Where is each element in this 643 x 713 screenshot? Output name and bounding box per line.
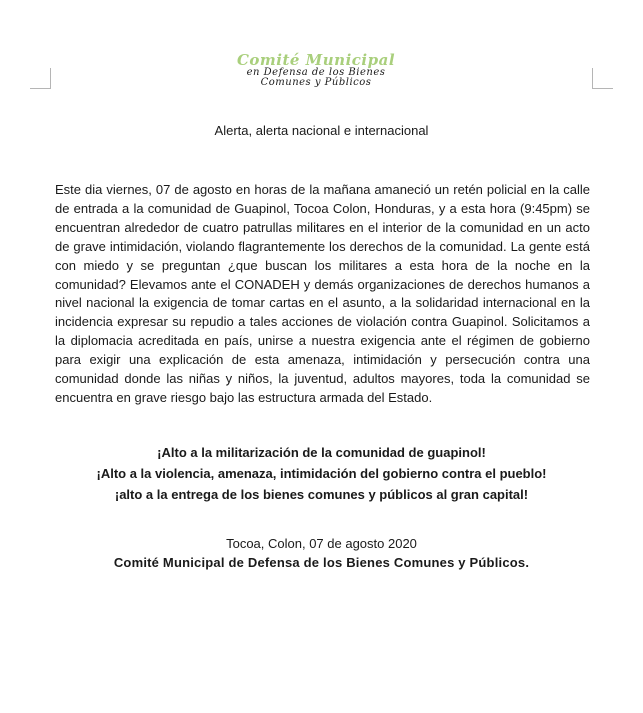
slogan-1: ¡Alto a la militarización de la comunidad de guapinol! — [157, 445, 486, 460]
slogan-3: ¡alto a la entrega de los bienes comunes y públicos al gran capital! — [114, 487, 529, 502]
body-paragraph: Este dia viernes, 07 de agosto en horas de la mañana amaneció un retén policial en la calle de entrada a la comunidad de Guapinol, Tocoa Colon, Honduras, y a esta hora (9:45pm) se encuentran alrededor de cuatro patrullas militares en el interior de la comunidad en un acto de grave intimidación, violando flagrantemente los derechos de la comunidad. La gente está con miedo y se preguntan ¿que buscan los militares a esta hora de la noche en la comunidad? Elevamos ante el CONADEH y demás organizaciones de derechos humanos a nivel nacional la exigencia de tomar cartas en el asunto, a la solidaridad internacional en la incidencia expresar su repudio a tales acciones de violación contra Guapinol. Solicitamos a la diplomacia acreditada en país, unirse a nuestra exigencia ante el régimen de gobierno para exigir una explicación de esta amenaza, intimidación y persecución contra una comunidad donde las niñas y niños, la juventud, adultos mayores, toda la comunidad se encuentra en grave riesgo bajo las estructura armada del Estado. — [55, 182, 590, 405]
logo-line-3: Comunes y Públicos — [260, 77, 372, 88]
document-title: Alerta, alerta nacional e internacional — [214, 123, 429, 138]
committee-logo — [200, 52, 432, 88]
crop-mark-top-right — [592, 68, 613, 89]
place-date: Tocoa, Colon, 07 de agosto 2020 — [226, 536, 417, 551]
logo-line-1: Comité Municipal — [236, 51, 396, 69]
signature: Comité Municipal de Defensa de los Bienes Comunes y Públicos. — [113, 555, 530, 570]
slogans — [0, 442, 643, 505]
crop-mark-top-left — [30, 68, 51, 89]
logo-line-2: en Defensa de los Bienes — [246, 67, 386, 78]
slogan-2: ¡Alto a la violencia, amenaza, intimidación del gobierno contra el pueblo! — [96, 466, 547, 481]
